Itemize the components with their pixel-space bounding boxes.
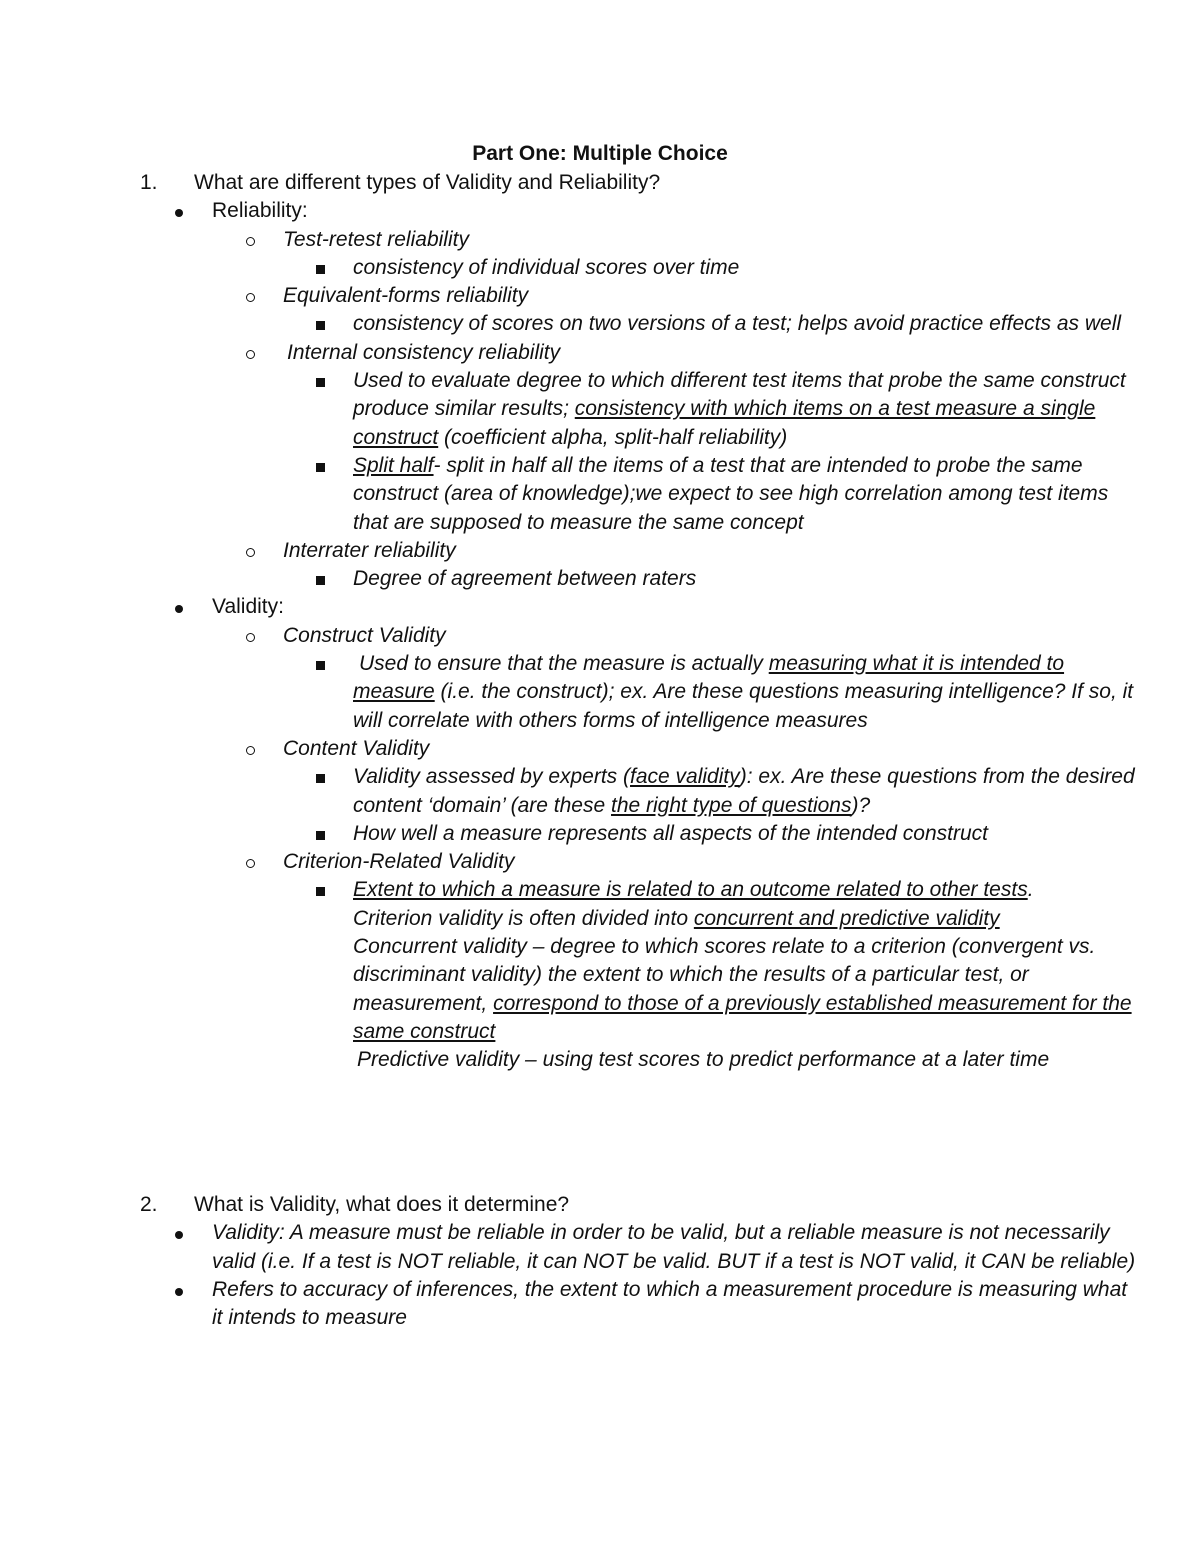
detail-item [140,565,1140,593]
question-2 [140,1191,1140,1332]
question-1 [140,169,1140,1075]
bullet-circle-icon [246,633,255,642]
sub-bullet-construct-validity [140,622,1140,650]
bullet-dot-icon [175,1231,183,1239]
detail-text: Used to ensure that the measure is actually [359,652,769,676]
bullet-validity-accuracy [140,1276,1140,1333]
bullet-square-icon [316,576,325,585]
bullet-circle-icon [246,237,255,246]
detail-text: consistency of scores on two versions of a test; helps avoid practice effects as well [353,312,1122,336]
question-number: 1. [140,171,158,194]
detail-text: Criterion validity is often divided into [353,906,694,930]
sub-bullet-test-retest [140,226,1140,254]
bullet-reliability [140,197,1140,225]
sub-bullet-label: Criterion-Related Validity [283,850,515,874]
sub-bullet-label: Equivalent-forms reliability [283,284,529,308]
detail-item [140,820,1140,848]
question-1-heading [140,169,1140,197]
bullet-square-icon [316,774,325,783]
detail-item [140,763,1140,820]
bullet-dot-icon [175,605,183,613]
bullet-validity [140,593,1140,621]
detail-text: Validity assessed by experts ( [353,765,631,789]
sub-bullet-label: Test-retest reliability [283,227,469,251]
bullet-label: Validity: [212,595,284,619]
bullet-label: Reliability: [212,199,308,223]
question-2-heading [140,1191,1140,1219]
detail-text: )? [851,793,871,817]
underlined-text: concurrent and predictive validity [693,906,1000,930]
detail-item [140,452,1140,537]
detail-text: Used to evaluate degree to which different test items that probe the same construct produce similar results; [353,369,1126,421]
detail-item [140,254,1140,282]
detail-text: consistency of individual scores over time [353,255,740,279]
detail-text: How well a measure represents all aspects of the intended construct [353,821,988,845]
sub-bullet-internal-consistency [140,339,1140,367]
detail-text: (coefficient alpha, split-half reliability) [438,425,788,449]
underlined-text: face validity [630,765,740,789]
sub-bullet-interrater [140,537,1140,565]
underlined-text: measuring what it is intended to measure [353,652,1065,704]
bullet-text: Validity: A measure must be reliable in order to be valid, but a reliable measure is not necessarily valid (i.e. If a test is NOT reliable, it can NOT be valid. BUT if a test is NOT valid, it CAN be reliable) [212,1221,1136,1273]
sub-bullet-label: Construct Validity [283,623,446,647]
bullet-validity-definition [140,1219,1140,1276]
bullet-dot-icon [175,209,183,217]
sub-bullet-label: Content Validity [283,736,430,760]
underlined-text: Extent to which a measure is related to an outcome related to other tests [353,878,1028,902]
bullet-text: Refers to accuracy of inferences, the extent to which a measurement procedure is measuring what it intends to measure [212,1277,1128,1330]
sub-bullet-label: Internal consistency reliability [287,340,561,364]
detail-item [140,876,1140,1074]
bullet-square-icon [316,661,325,670]
detail-text: Predictive validity – using test scores to predict performance at a later time [357,1048,1050,1072]
detail-text: (i.e. the construct); ex. Are these questions measuring intelligence? If so, it will correlate with others forms of intelligence measures [353,680,1134,732]
detail-text: - split in half all the items of a test that are intended to probe the same construct (area of knowledge);we expect to see high correlation among test items that are supposed to measure the same concept [353,453,1109,534]
detail-item [140,367,1140,452]
sub-bullet-label: Interrater reliability [283,538,456,562]
detail-text: Degree of agreement between raters [353,567,697,591]
bullet-square-icon [316,831,325,840]
sub-bullet-criterion-validity [140,848,1140,876]
bullet-dot-icon [175,1288,183,1296]
bullet-square-icon [316,463,325,472]
question-text: What are different types of Validity and Reliability? [194,171,661,194]
detail-item [140,650,1140,735]
sub-bullet-content-validity [140,735,1140,763]
bullet-square-icon [316,887,325,896]
bullet-circle-icon [246,548,255,557]
bullet-circle-icon [246,293,255,302]
underlined-text: correspond to those of a previously established measurement for the same construct [353,991,1132,1043]
bullet-square-icon [316,321,325,330]
underlined-text: Split half [353,453,434,477]
underlined-text: consistency with which items on a test measure a single construct [353,397,1096,449]
bullet-square-icon [316,265,325,274]
bullet-circle-icon [246,746,255,755]
bullet-square-icon [316,378,325,387]
detail-item [140,310,1140,338]
detail-text: . [1027,878,1034,902]
detail-text: ): ex. Are these questions from the desired content ‘domain’ (are these [353,765,1135,817]
question-text: What is Validity, what does it determine? [194,1193,570,1216]
bullet-circle-icon [246,350,255,359]
question-number: 2. [140,1193,158,1216]
page-title: Part One: Multiple Choice [472,142,728,165]
underlined-text: the right type of questions [611,793,852,817]
sub-bullet-equivalent-forms [140,282,1140,310]
bullet-circle-icon [246,859,255,868]
detail-text: Concurrent validity – degree to which scores relate to a criterion (convergent vs. discriminant validity) the extent to which the results of a particular test, or measurement, [353,935,1096,1015]
